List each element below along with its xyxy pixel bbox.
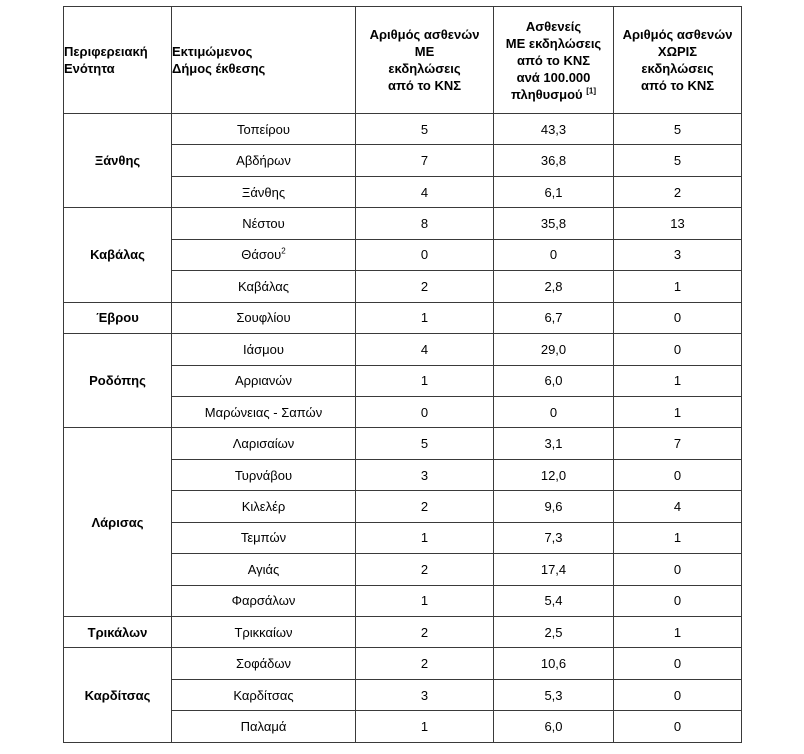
header-with-symptoms [356,7,494,114]
municipality-name: Τρικκαίων [234,624,293,640]
patients-table [63,6,742,743]
table-row [64,208,742,239]
footnote-ref: 2 [281,247,286,257]
with-symptoms-cell: 1 [356,711,494,742]
without-symptoms-cell: 1 [614,522,742,553]
municipality-cell [172,396,356,427]
without-symptoms-cell: 2 [614,176,742,207]
without-symptoms-cell: 13 [614,208,742,239]
header-line: εκδηλώσεις [641,61,714,76]
municipality-cell [172,208,356,239]
municipality-cell [172,239,356,270]
per-100k-cell: 43,3 [494,114,614,145]
with-symptoms-cell: 1 [356,522,494,553]
table-row [64,302,742,333]
header-line: από το ΚΝΣ [640,78,715,93]
with-symptoms-cell: 2 [356,554,494,585]
municipality-cell [172,176,356,207]
without-symptoms-cell: 1 [614,617,742,648]
municipality-name: Ιάσμου [243,341,284,357]
without-symptoms-cell: 1 [614,396,742,427]
per-100k-cell: 6,0 [494,365,614,396]
region-cell: Ροδόπης [64,334,172,428]
per-100k-cell: 3,1 [494,428,614,459]
header-line: Περιφερειακή [64,44,148,59]
municipality-cell [172,271,356,302]
municipality-name: Τεμπών [240,530,287,546]
municipality-name: Φαρσάλων [231,593,296,609]
header-line: Αριθμός ασθενών [369,27,480,42]
header-region [64,7,172,114]
municipality-cell [172,679,356,710]
without-symptoms-cell: 1 [614,271,742,302]
per-100k-cell: 36,8 [494,145,614,176]
municipality-name: Σοφάδων [235,656,292,672]
with-symptoms-cell: 0 [356,239,494,270]
header-line: ΜΕ [414,44,435,59]
header-line: Ενότητα [64,61,115,76]
header-line: εκδηλώσεις [388,61,461,76]
header-line: Δήμος έκθεσης [172,61,266,76]
municipality-cell [172,365,356,396]
municipality-cell [172,459,356,490]
region-cell: Έβρου [64,302,172,333]
municipality-name: Θάσου [241,247,282,263]
without-symptoms-cell: 4 [614,491,742,522]
municipality-cell [172,491,356,522]
header-without-symptoms [614,7,742,114]
per-100k-cell: 5,3 [494,679,614,710]
municipality-name: Νέστου [242,216,285,232]
header-line: ΜΕ εκδηλώσεις [505,35,602,51]
header-line-with-note [494,86,613,103]
header-text: πληθυσμού [511,86,583,102]
per-100k-cell: 2,5 [494,617,614,648]
without-symptoms-cell: 1 [614,365,742,396]
municipality-cell [172,648,356,679]
with-symptoms-cell: 5 [356,114,494,145]
municipality-name: Καβάλας [237,278,290,294]
per-100k-cell: 9,6 [494,491,614,522]
municipality-name: Λαρισαίων [232,436,295,452]
municipality-cell [172,522,356,553]
table-body [64,114,742,743]
without-symptoms-cell: 0 [614,459,742,490]
per-100k-cell: 5,4 [494,585,614,616]
table-row [64,428,742,459]
municipality-cell [172,617,356,648]
with-symptoms-cell: 2 [356,271,494,302]
without-symptoms-cell: 0 [614,679,742,710]
municipality-cell [172,302,356,333]
table-row [64,648,742,679]
header-line: από το ΚΝΣ [516,52,591,68]
per-100k-cell: 35,8 [494,208,614,239]
per-100k-cell: 12,0 [494,459,614,490]
footnote-ref: [1] [586,86,596,96]
without-symptoms-cell: 7 [614,428,742,459]
with-symptoms-cell: 2 [356,491,494,522]
region-cell: Τρικάλων [64,617,172,648]
without-symptoms-cell: 0 [614,585,742,616]
per-100k-cell: 6,7 [494,302,614,333]
per-100k-cell: 10,6 [494,648,614,679]
per-100k-cell: 0 [494,239,614,270]
header-line: από το ΚΝΣ [387,78,462,93]
header-line: Εκτιμώμενος [172,44,253,59]
with-symptoms-cell: 4 [356,176,494,207]
table-row [64,334,742,365]
without-symptoms-cell: 5 [614,145,742,176]
region-cell: Ξάνθης [64,114,172,208]
region-cell: Καβάλας [64,208,172,302]
header-row [64,7,742,114]
without-symptoms-cell: 0 [614,711,742,742]
municipality-name: Μαρώνειας - Σαπών [204,404,323,420]
with-symptoms-cell: 7 [356,145,494,176]
municipality-cell [172,145,356,176]
without-symptoms-cell: 0 [614,302,742,333]
municipality-name: Ξάνθης [241,184,286,200]
municipality-name: Παλαμά [240,719,287,735]
without-symptoms-cell: 0 [614,648,742,679]
without-symptoms-cell: 0 [614,554,742,585]
region-cell: Λάρισας [64,428,172,617]
table-row [64,617,742,648]
municipality-name: Σουφλίου [236,310,291,326]
per-100k-cell: 17,4 [494,554,614,585]
per-100k-cell: 6,1 [494,176,614,207]
header-line: ΧΩΡΙΣ [657,44,698,59]
header-line: Ασθενείς [525,18,582,34]
header-municipality [172,7,356,114]
municipality-cell [172,334,356,365]
header-per-100k [494,7,614,114]
with-symptoms-cell: 8 [356,208,494,239]
municipality-name: Κιλελέρ [241,498,286,514]
municipality-name: Αγιάς [247,561,280,577]
municipality-cell [172,554,356,585]
without-symptoms-cell: 0 [614,334,742,365]
per-100k-cell: 29,0 [494,334,614,365]
header-line: ανά 100.000 [516,69,591,85]
with-symptoms-cell: 0 [356,396,494,427]
table-row [64,114,742,145]
without-symptoms-cell: 5 [614,114,742,145]
municipality-cell [172,428,356,459]
per-100k-cell: 0 [494,396,614,427]
municipality-name: Καρδίτσας [233,687,294,703]
with-symptoms-cell: 4 [356,334,494,365]
municipality-name: Αρριανών [234,373,292,389]
municipality-cell [172,711,356,742]
municipality-cell [172,114,356,145]
municipality-cell [172,585,356,616]
per-100k-cell: 2,8 [494,271,614,302]
municipality-name: Τοπείρου [237,121,290,137]
header-line: Αριθμός ασθενών [622,27,733,42]
with-symptoms-cell: 3 [356,679,494,710]
with-symptoms-cell: 2 [356,617,494,648]
region-cell: Καρδίτσας [64,648,172,742]
per-100k-cell: 6,0 [494,711,614,742]
without-symptoms-cell: 3 [614,239,742,270]
with-symptoms-cell: 1 [356,302,494,333]
with-symptoms-cell: 1 [356,585,494,616]
municipality-name: Τυρνάβου [234,467,293,483]
with-symptoms-cell: 2 [356,648,494,679]
with-symptoms-cell: 5 [356,428,494,459]
with-symptoms-cell: 1 [356,365,494,396]
municipality-name: Αβδήρων [236,153,291,169]
with-symptoms-cell: 3 [356,459,494,490]
per-100k-cell: 7,3 [494,522,614,553]
